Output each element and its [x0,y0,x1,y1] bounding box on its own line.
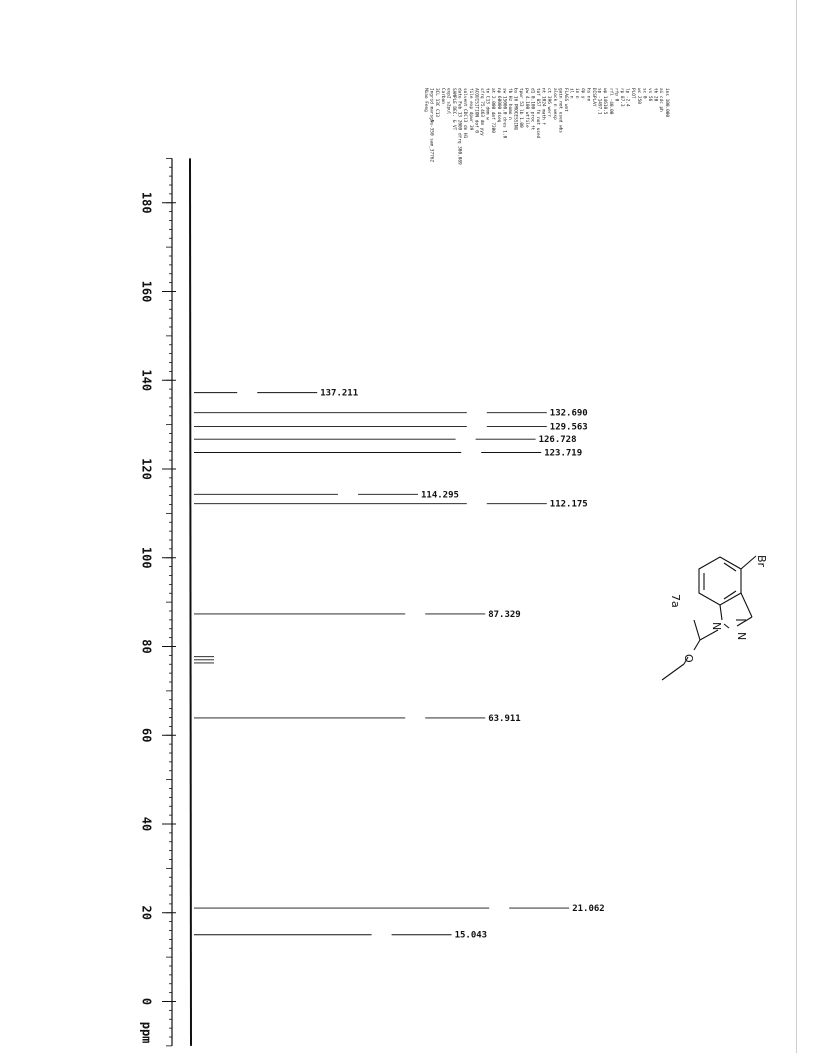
compound-label: 7a [669,594,682,608]
parameter-line: Ingrid marsgNu-350 sam_3776Z [428,88,434,163]
axis-tick-label: 0 [139,997,154,1006]
benzene-ring [699,557,741,605]
parameter-line: rfl -40.00 [607,88,613,115]
parameter-line: fb Hz homo n [507,88,512,120]
peak-label: 112.175 [549,499,588,510]
parameter-line: wc 250 [635,88,641,104]
bromine-atom: Br [755,555,768,568]
parameter-line: sfrq 75.463 dm yyy [479,88,484,136]
peak-label: 137.211 [320,388,359,399]
axis-tick-label: 120 [139,458,154,480]
parameter-line: tpwr 53 lb 1.00 [518,88,524,128]
parameter-line: 3CL 13C C13 [434,88,440,118]
parameter-line: lp -2.4 [624,88,630,107]
peak-label: 126.728 [538,435,577,446]
parameter-line: np 60000 dseq [495,88,501,123]
axis-tick-label: 80 [139,639,154,654]
parameter-line: tn C13 dmm w [484,88,490,120]
axis-tick-label: 60 [139,728,154,743]
parameter-line: alock n wexp [551,88,557,120]
parameter-line: bs 16 PROCESSING [512,88,518,131]
parameter-line: Miao Feng [423,88,428,112]
parameter-line: ins 100.000 [663,88,669,118]
parameter-line: SAMPLE DEC. & VT [451,88,456,131]
oxygen-atom: O [682,654,695,663]
peak-label: 21.062 [572,904,605,915]
parameter-line: dp y [579,88,585,99]
peak-label: 132.690 [549,408,588,419]
parameter-line: exp2 s2pul [445,88,451,115]
chemical-structure [662,555,768,680]
parameter-line: il n [568,88,574,99]
parameter-line: rp 87.3 [619,88,624,107]
parameter-line: wp 14610.5 [602,88,608,115]
parameter-line: Carbon [439,88,445,104]
substituent-bonds [662,556,756,680]
axis-tick-label: 160 [139,280,154,303]
parameter-line: d1 0.100 proc ft [529,88,535,131]
parameter-line: th 20 [652,88,658,102]
parameter-line: nt 1024 math f [540,88,546,126]
peak-label: 87.329 [488,609,521,620]
peak-label: 15.043 [454,930,488,941]
peak-label: 123.719 [544,448,583,459]
parameter-line: hs nn [585,88,591,102]
parameter-line: solvent CDCl3 dn H1 [462,88,468,139]
parameter-line: sp -1497.1 [596,88,602,115]
parameter-line: sw 15000.0 dres 1.0 [501,88,507,139]
n1-atom: N [710,622,723,631]
axis-tick-label: 180 [139,191,154,214]
spectrum-baseline [190,158,191,1046]
peak-label: 114.295 [421,490,459,501]
parameter-line: tof 857 fn not used [535,88,540,139]
acquisition-parameters [423,88,670,165]
parameter-line: in n [574,88,580,99]
parameter-line: vs 56 [647,88,652,102]
peak-label: 129.563 [549,422,588,433]
axis-unit-label: ppm [139,1021,154,1044]
parameter-line: ct 396 werr [546,88,552,118]
parameter-line: gain not used wbs [557,88,563,133]
parameter-line: ai cdc ph [658,88,664,112]
parameter-line: at 2.000 dmf 7200 [490,88,496,133]
parameter-line: ACQUISITION dof 0 [473,88,479,133]
peak-lines [194,393,569,935]
parameter-line: DISPLAY [591,88,596,107]
peak-labels [320,389,605,941]
axis-tick-label: 40 [139,816,154,832]
n2-atom: N [735,632,748,641]
axis-tick-label: 140 [139,369,154,392]
parameter-line: rfp 0 [613,88,619,102]
axis-tick-label: 20 [139,905,154,920]
parameter-line: file exp dpwr 39 [467,88,473,131]
parameter-line: PLOT [630,88,636,99]
parameter-line: FLAGS wnt [563,88,568,112]
parameter-line: sc 0 [641,88,647,99]
axis-tick-label: 100 [139,546,154,569]
peak-label: 63.911 [488,713,521,724]
parameter-line: pw 4.100 wtfile [523,88,529,128]
ppm-axis [140,158,192,1046]
parameter-line: date Feb 13 2009 dfrq 300.089 [456,88,462,165]
